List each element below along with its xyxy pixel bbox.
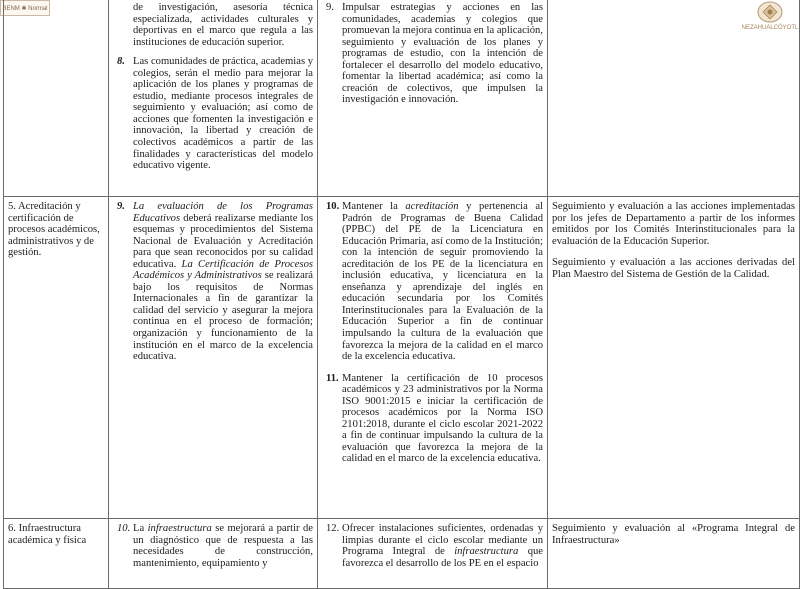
- table-row: [4, 197, 800, 519]
- logo-left-text: BENM ✱ Normal: [2, 5, 48, 12]
- policy-cell: [109, 197, 318, 519]
- objective-cell: [318, 519, 548, 589]
- objective-cell: [318, 197, 548, 519]
- objective-number: 12.: [326, 523, 340, 534]
- policy-text: de investigación, asesoría técnica especializada, actividades culturales y deportivas en el marco que regula a las instituciones de educación superior.: [133, 2, 313, 48]
- evaluation-cell: [548, 197, 800, 519]
- plan-table: [3, 0, 800, 589]
- objective-text: Ofrecer instalaciones suficientes, ordenadas y limpias durante el ciclo escolar mediante un Programa Integral de infraestructura que favorezca el desarrollo de los PE en el espacio: [342, 523, 543, 569]
- table-row: [4, 519, 800, 589]
- policy-number: 10.: [117, 523, 131, 534]
- evaluation-cell: [548, 519, 800, 589]
- objective-number: 11.: [326, 372, 339, 384]
- area-cell: [4, 197, 109, 519]
- evaluation-text: Seguimiento y evaluación a las acciones derivadas del Plan Maestro del Sistema de Gestión de la Calidad.: [552, 257, 795, 280]
- objective-text: Mantener la certificación de 10 procesos académicos y 23 administrativos por la Norma ISO 9001:2015 e iniciar la certificación de procesos académicos por la Norma ISO 2101:2018, durante el ciclo escolar 2021-2022 a fin de continuar impulsando la cultura de la evaluación que favorezca la mejora de la calidad en el marco de la excelencia educativa.: [342, 372, 543, 465]
- policy-text: Las comunidades de práctica, academias y colegios, serán el medio para mejorar la aplicación de los planes y programas de estudio, mediante procesos integrales de seguimiento y evaluación; así como de acciones que fomenten la investigación e innovación, la libertad y creación de colectivos académicos a partir de las finalidades y características del modelo educativo vigente.: [133, 56, 314, 172]
- policy-cell: [109, 519, 318, 589]
- policy-cell: [109, 0, 318, 197]
- policy-text: La evaluación de los Programas Educativos deberá realizarse mediante los esquemas y procedimientos del Sistema Nacional de Evaluación y Acreditación para que sean reconocidos por su calidad educativa. La Certificación de Procesos Académicos y Administrativos se realizará bajo los requisitos de Normas Internacionales a fin de garantizar la calidad del servicio y asegurar la mejora continua en el proceso de formación; organización y funcionamiento de la institución en el marco de la excelencia educativa.: [133, 201, 314, 363]
- policy-item: [113, 56, 313, 171]
- objective-item: [322, 2, 543, 106]
- objective-text: Impulsar estrategias y acciones en las comunidades, academias y colegios que promuevan la mejora continua en la aplicación, seguimiento y evaluación de los planes y programas de estudio, con la intención de fortalecer el desarrollo del modelo educativo, fomentar la libertad académica; así como la creación de colectivos, que impulsen la investigación e innovación.: [342, 2, 543, 106]
- policy-number: 8.: [117, 56, 125, 68]
- area-cell: [4, 519, 109, 589]
- objective-text: Mantener la acreditación y pertenencia al Padrón de Programas de Buena Calidad (PPBC) del PE de la Licenciatura en Educación Primaria, así como de la Institución; con la intención de seguir promoviendo la acreditación de los PE de la licenciatura en inclusión educativa, y licenciatura en la enseñanza y aprendizaje del inglés en educación secundaria por los Comités Interinstitucionales para la Evaluación de la Educación Superior a fin de continuar impulsando la cultura de la evaluación que favorezca la mejora de la calidad en el marco de la excelencia educativa.: [342, 201, 543, 363]
- area-label: 6. Infraestructura académica y física: [8, 523, 87, 546]
- objective-cell: [318, 0, 548, 197]
- policy-text: La infraestructura se mejorará a partir de un diagnóstico que de respuesta a las necesidades de construcción, mantenimiento, equipamiento y: [133, 523, 313, 569]
- objective-item: [322, 523, 543, 569]
- objective-number: 10.: [326, 201, 340, 212]
- objective-item: [322, 373, 543, 465]
- evaluation-text: Seguimiento y evaluación a las acciones implementadas por los jefes de Departamento a partir de los informes emitidos por los Comités Interinstitucionales para la evaluación de la Educación Superior.: [552, 201, 795, 247]
- evaluation-text: Seguimiento y evaluación al «Programa Integral de Infraestructura»: [552, 523, 795, 546]
- policy-number: 9.: [117, 201, 125, 212]
- objective-number: 9.: [326, 2, 334, 13]
- seal-text: NEZAHUALCÓYOTL: [741, 25, 799, 31]
- policy-item: [113, 201, 313, 363]
- area-cell: [4, 0, 109, 197]
- evaluation-cell: [548, 0, 800, 197]
- table-row: [4, 0, 800, 197]
- policy-item: [113, 523, 313, 569]
- objective-item: [322, 201, 543, 363]
- area-label: 5. Acreditación y certificación de procesos académicos, administrativos y de gestión.: [8, 201, 100, 259]
- policy-item: [113, 2, 313, 48]
